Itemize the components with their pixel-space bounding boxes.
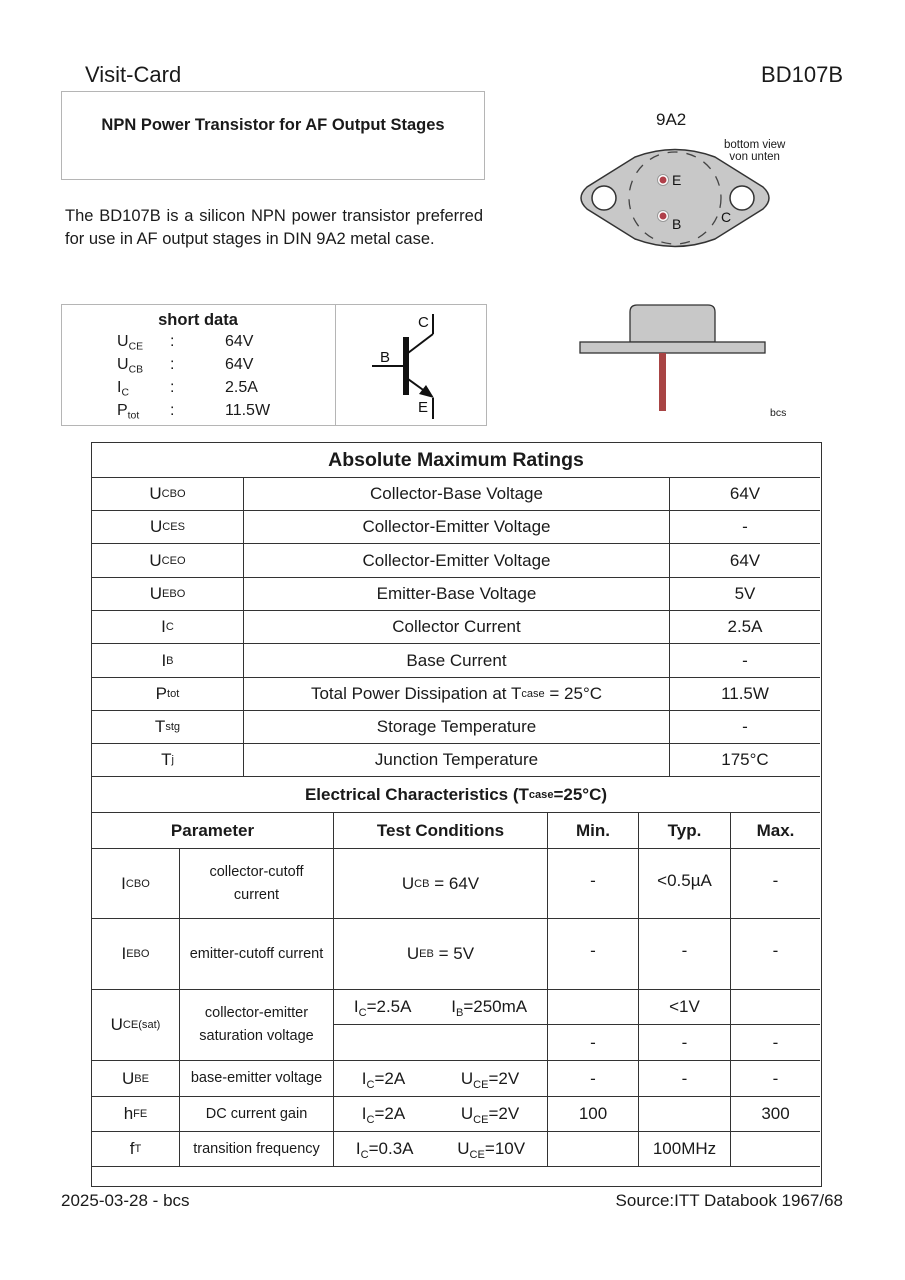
amr-value: 5V: [670, 578, 820, 611]
amr-symbol: I C: [92, 611, 244, 644]
amr-description: Storage Temperature: [244, 711, 670, 744]
value-typ: -: [639, 1025, 731, 1061]
amr-value: -: [670, 644, 820, 678]
value-max: -: [731, 1061, 820, 1097]
amr-value: 2.5A: [670, 611, 820, 644]
package-name: 9A2: [656, 110, 687, 129]
value-max: -: [731, 1025, 820, 1061]
amr-value: 64V: [670, 544, 820, 578]
svg-text:E: E: [418, 399, 429, 416]
value-min: 100: [548, 1097, 639, 1132]
test-condition: U EB = 5V: [334, 919, 548, 990]
param-name: base-emitter voltage: [180, 1061, 334, 1097]
value-max: [731, 990, 820, 1025]
tagline: NPN Power Transistor for AF Output Stages: [101, 116, 445, 134]
param-symbol: h FE: [92, 1097, 180, 1132]
value-typ: -: [639, 919, 731, 990]
value-max: 300: [731, 1097, 820, 1132]
amr-value: -: [670, 511, 820, 544]
doc-type-title: Visit-Card: [85, 62, 182, 87]
test-condition-empty: [334, 1025, 548, 1061]
package-bottom-view-icon: [575, 140, 775, 260]
amr-description: Total Power Dissipation at T case = 25°C: [244, 678, 670, 711]
param-name: DC current gain: [180, 1097, 334, 1132]
package-side-view-icon: [575, 300, 775, 415]
value-typ: [639, 1097, 731, 1132]
amr-value: -: [670, 711, 820, 744]
svg-text:C: C: [721, 209, 732, 225]
amr-description: Emitter-Base Voltage: [244, 578, 670, 611]
amr-description: Collector-Emitter Voltage: [244, 544, 670, 578]
value-min: -: [548, 1061, 639, 1097]
param-name: collector-emitter saturation voltage: [180, 990, 334, 1061]
amr-description: Collector-Emitter Voltage: [244, 511, 670, 544]
amr-symbol: P tot: [92, 678, 244, 711]
amr-value: 64V: [670, 478, 820, 511]
value-min: [548, 1132, 639, 1167]
amr-description: Junction Temperature: [244, 744, 670, 777]
test-condition: U CB = 64V: [334, 849, 548, 919]
param-symbol: f T: [92, 1132, 180, 1167]
header-max: Max.: [731, 813, 820, 849]
value-min: -: [548, 919, 639, 990]
ratings-table: [91, 442, 822, 1187]
value-max: -: [731, 849, 820, 919]
short-data-title: short data: [158, 311, 238, 329]
value-typ: <1V: [639, 990, 731, 1025]
value-typ: <0.5µA: [639, 849, 731, 919]
amr-symbol: U CEO: [92, 544, 244, 578]
amr-symbol: U CBO: [92, 478, 244, 511]
npn-transistor-symbol-icon: [336, 305, 486, 425]
test-condition: $I_C=0.3A$ $U_{CE}=10V$: [334, 1132, 548, 1167]
header-typ: Typ.: [639, 813, 731, 849]
svg-text:B: B: [672, 216, 682, 232]
test-condition: $I_C=2A$ $U_{CE}=2V$: [334, 1061, 548, 1097]
test-condition: $I_C=2A$ $U_{CE}=2V$: [334, 1097, 548, 1132]
value-min: [548, 990, 639, 1025]
value-max: -: [731, 919, 820, 990]
svg-text:B: B: [380, 349, 391, 366]
param-name: collector-cutoff current: [180, 849, 334, 919]
amr-description: Collector Current: [244, 611, 670, 644]
part-number-title: BD107B: [761, 62, 843, 87]
footer-source: Source:ITT Databook 1967/68: [615, 1191, 843, 1210]
param-name: emitter-cutoff current: [180, 919, 334, 990]
header-parameter: Parameter: [92, 813, 334, 849]
svg-text:C: C: [418, 314, 429, 331]
amr-value: 175°C: [670, 744, 820, 777]
amr-symbol: T j: [92, 744, 244, 777]
amr-title: Absolute Maximum Ratings: [92, 443, 820, 478]
elec-title: Electrical Characteristics (T case =25°C): [92, 777, 820, 813]
amr-symbol: U CES: [92, 511, 244, 544]
svg-text:E: E: [672, 172, 682, 188]
test-condition: $I_C=2.5A$ $I_B=250mA$: [334, 990, 548, 1025]
header-min: Min.: [548, 813, 639, 849]
short-data-box: short data $U_{CE}$ : 64V $U_{CB}$ : 64V $I_C$ : 2.5A $P_{tot}$ : 11.5W C B E: [61, 304, 487, 426]
amr-description: Collector-Base Voltage: [244, 478, 670, 511]
amr-symbol: U EBO: [92, 578, 244, 611]
header-test-conditions: Test Conditions: [334, 813, 548, 849]
param-symbol: I CBO: [92, 849, 180, 919]
value-typ: 100MHz: [639, 1132, 731, 1167]
amr-description: Base Current: [244, 644, 670, 678]
amr-symbol: T stg: [92, 711, 244, 744]
value-max: [731, 1132, 820, 1167]
value-min: -: [548, 1025, 639, 1061]
drawing-credit: bcs: [770, 407, 787, 419]
footer-date: 2025-03-28 - bcs: [61, 1191, 190, 1210]
amr-symbol: I B: [92, 644, 244, 678]
param-symbol: U BE: [92, 1061, 180, 1097]
value-typ: -: [639, 1061, 731, 1097]
view-note: bottom view von unten: [724, 139, 786, 163]
description: The BD107B is a silicon NPN power transistor preferred for use in AF output stages in DIN 9A2 metal case.: [65, 207, 483, 248]
amr-value: 11.5W: [670, 678, 820, 711]
value-min: -: [548, 849, 639, 919]
param-name: transition frequency: [180, 1132, 334, 1167]
param-symbol: I EBO: [92, 919, 180, 990]
param-symbol: U CE(sat): [92, 990, 180, 1061]
tagline-box: [61, 91, 485, 180]
